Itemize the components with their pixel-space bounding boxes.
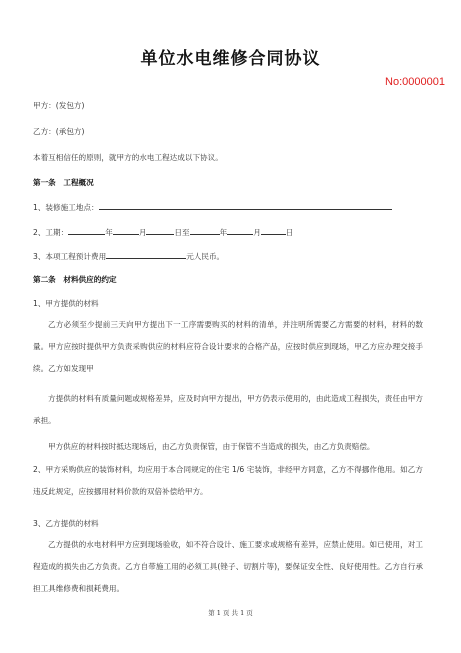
- start-day-blank[interactable]: [146, 226, 174, 235]
- intro-line: 本着互相信任的原则，就甲方的水电工程达成以下协议。: [33, 153, 223, 162]
- year-unit: 年: [105, 228, 113, 237]
- start-month-blank[interactable]: [113, 226, 139, 235]
- start-year-blank[interactable]: [68, 226, 105, 235]
- duration-label: 2、工期：: [33, 228, 69, 237]
- cost-line: [33, 250, 433, 262]
- document-title: 单位水电维修合同协议: [140, 49, 321, 69]
- page-footer: 第 1 页 共 1 页: [208, 609, 253, 617]
- section-1-heading: 第一条 工程概况: [33, 178, 94, 187]
- cost-unit: 元人民币。: [186, 252, 225, 261]
- paragraph-5: 乙方提供的水电材料甲方应到现场验收，如不符合设计、施工要求或规格有差异，应禁止使用。如已使用，对工程造成的损失由乙方负责。乙方自带施工用的必须工具(锉子、切割片等)，要保证安全性、良好使用性。乙方自行承担工具维修费和损耗费用。: [33, 540, 423, 593]
- site-address-label: 1、装修施工地点：: [33, 203, 99, 212]
- duration-line: [33, 226, 433, 238]
- section-2-heading: 第二条 材料供应的约定: [33, 275, 117, 284]
- sub-3-heading: 3、乙方提供的材料: [33, 519, 99, 528]
- paragraph-2: 方提供的材料有质量问题或规格差异，应及时向甲方提出，甲方仍表示使用的，由此造成工程损失，责任由甲方承担。: [33, 394, 423, 425]
- site-address-blank[interactable]: [99, 201, 392, 210]
- party-b-line: 乙方：(承包方): [33, 127, 85, 136]
- party-a-line: 甲方：(发包方): [33, 101, 85, 110]
- end-month-blank[interactable]: [227, 226, 253, 235]
- document-number: No:0000001: [385, 76, 445, 88]
- site-address-line: [33, 201, 433, 213]
- cost-label: 3、本项工程预计费用: [33, 252, 107, 261]
- year-unit-2: 年: [219, 228, 228, 237]
- day-unit: 日: [285, 228, 294, 237]
- sub-1-heading: 1、甲方提供的材料: [33, 299, 99, 308]
- paragraph-3: 甲方供应的材料按时抵达现场后，由乙方负责保管，由于保管不当造成的损失，由乙方负责赔偿。: [48, 442, 375, 451]
- month-unit: 月: [138, 228, 147, 237]
- day-to-unit: 日至: [174, 228, 190, 237]
- cost-blank[interactable]: [106, 250, 186, 259]
- end-day-blank[interactable]: [261, 226, 286, 235]
- paragraph-4: 2、甲方采购供应的装饰材料，均应用于本合同规定的住宅 1/6 宅装饰，非经甲方同意，乙方不得挪作他用。如乙方违反此规定，应按挪用材料价款的双倍补偿给甲方。: [33, 465, 423, 496]
- end-year-blank[interactable]: [190, 226, 220, 235]
- paragraph-1: 乙方必须至少提前三天向甲方提出下一工序需要购买的材料的清单，并注明所需要乙方需要的材料，材料的数量。甲方应按时提供甲方负责采购供应的材料应符合设计要求的合格产品，应按时供应到现场，甲乙方应办理交接手续。乙方如发现甲: [33, 320, 423, 373]
- month-unit-2: 月: [253, 228, 261, 237]
